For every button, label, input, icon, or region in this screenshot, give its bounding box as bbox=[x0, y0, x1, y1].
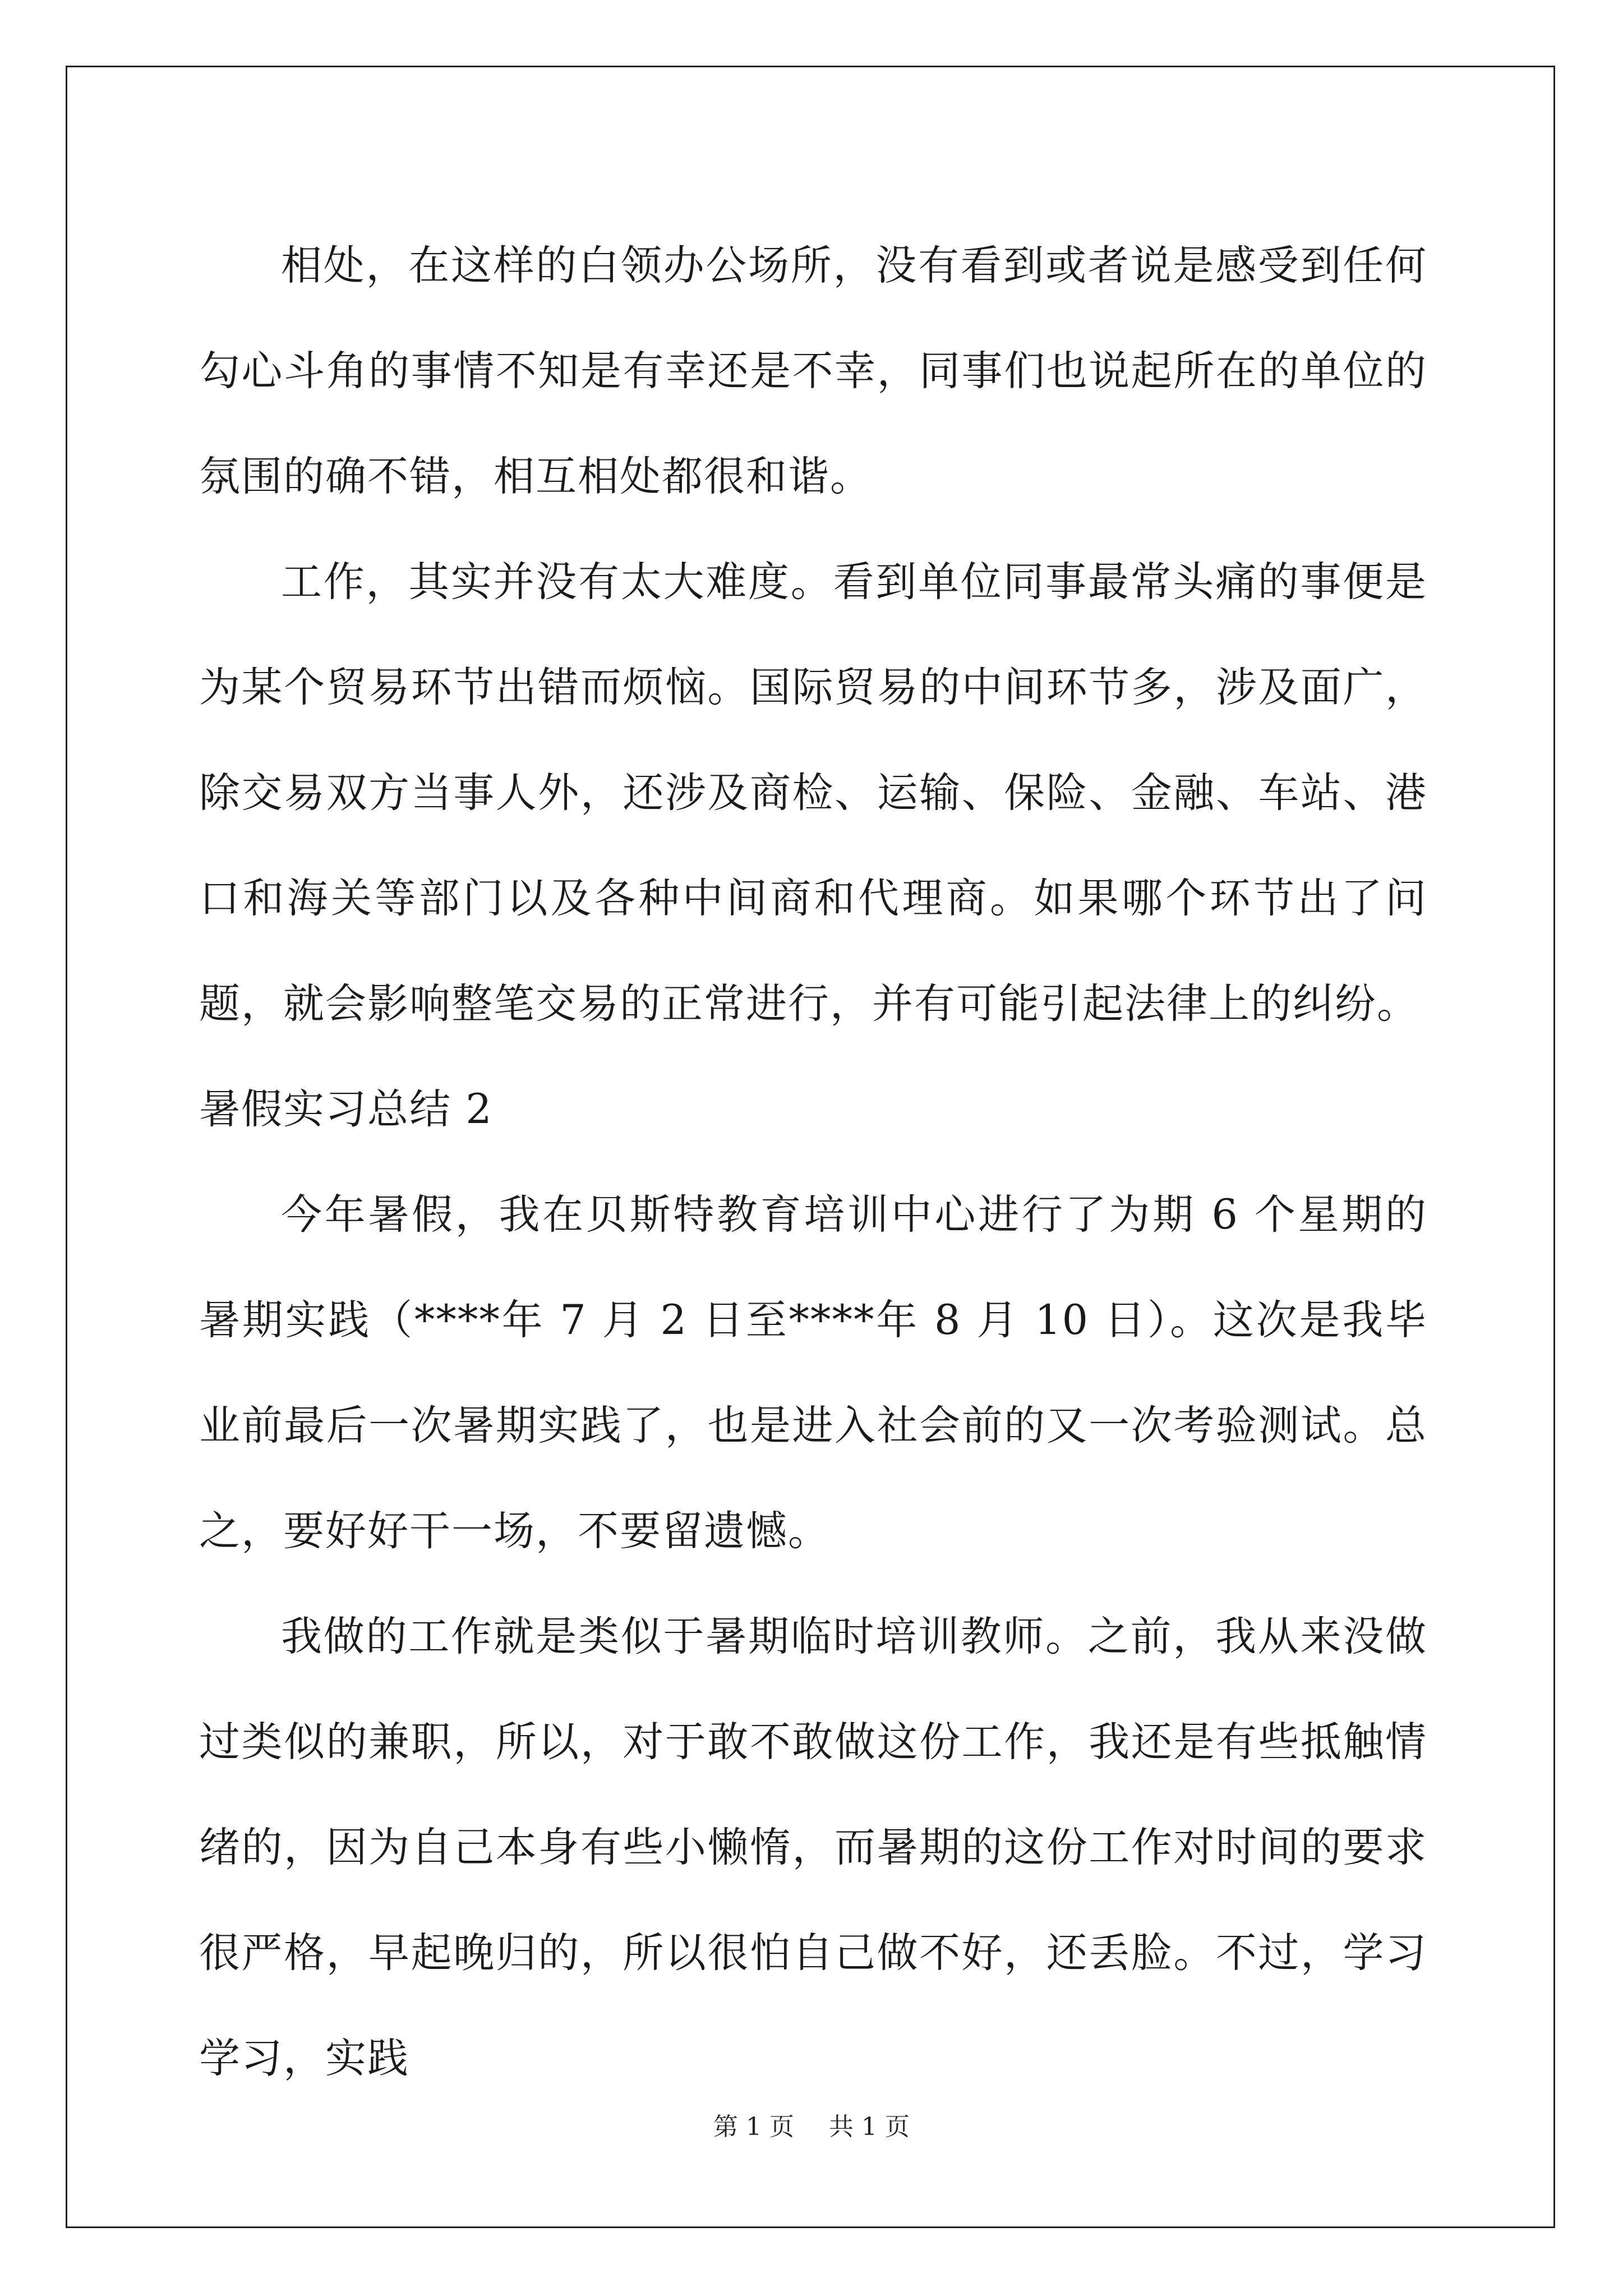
paragraph-2: 工作，其实并没有太大难度。看到单位同事最常头痛的事便是为某个贸易环节出错而烦恼。国际贸易的中间环节多，涉及面广，除交易双方当事人外，还涉及商检、运输、保险、金融、车站、港口和海关等部门以及各种中间商和代理商。如果哪个环节出了问题，就会影响整笔交易的正常进行，并有可能引起法律上的纠纷。 bbox=[199, 558, 1427, 1028]
section-heading: 暑假实习总结 2 bbox=[199, 1085, 493, 1133]
paragraph-1: 相处，在这样的白领办公场所，没有看到或者说是感受到任何勾心斗角的事情不知是有幸还是不幸，同事们也说起所在的单位的氛围的确不错，相互相处都很和谐。 bbox=[199, 242, 1427, 500]
page-footer bbox=[0, 2106, 1623, 2142]
paragraph-3: 今年暑假，我在贝斯特教育培训中心进行了为期 6 个星期的暑期实践（****年 7 月 2 日至****年 8 月 10 日）。这次是我毕业前最后一次暑期实践了，也是进入社会前的又一次考验测试。总之，要好好干一场，不要留遗憾。 bbox=[199, 1191, 1427, 1555]
document-body bbox=[199, 213, 1427, 2111]
paragraph-4: 我做的工作就是类似于暑期临时培训教师。之前，我从来没做过类似的兼职，所以，对于敢不敢做这份工作，我还是有些抵触情绪的，因为自己本身有些小懒惰，而暑期的这份工作对时间的要求很严格，早起晚归的，所以很怕自己做不好，还丢脸。不过，学习学习，实践 bbox=[199, 1613, 1427, 2082]
page-total: 共 1 页 bbox=[829, 2113, 910, 2141]
page-number: 第 1 页 bbox=[713, 2113, 794, 2141]
